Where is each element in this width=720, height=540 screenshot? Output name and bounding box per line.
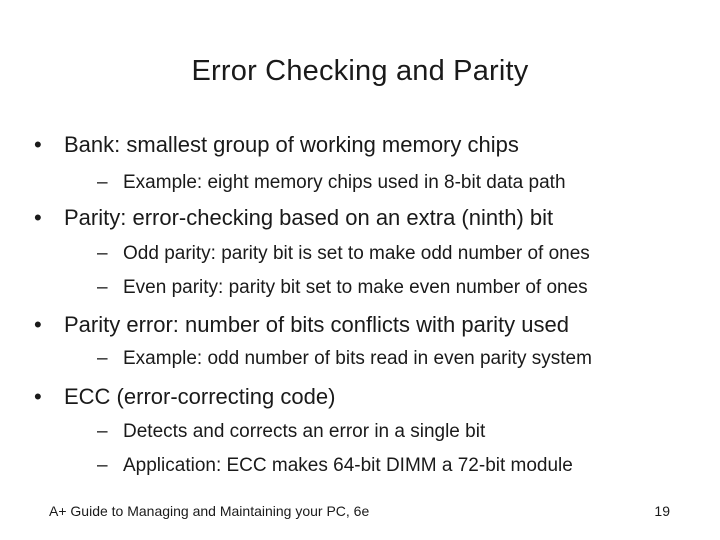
sub-bullet-ecc-application <box>97 455 573 477</box>
bullet-marker: • <box>34 312 42 337</box>
slide-title: Error Checking and Parity <box>191 55 529 87</box>
bullet-text: ECC (error-correcting code) <box>64 384 336 409</box>
sub-bullet-text: Detects and corrects an error in a single bit <box>123 421 486 442</box>
sub-bullet-marker: – <box>97 455 108 476</box>
bullet-parity-error <box>34 312 569 338</box>
bullet-text: Parity error: number of bits conflicts with parity used <box>64 312 569 337</box>
bullet-parity <box>34 205 553 231</box>
bullet-marker: • <box>34 384 42 409</box>
bullet-marker: • <box>34 205 42 230</box>
sub-bullet-marker: – <box>97 172 108 193</box>
sub-bullet-parity-error-example <box>97 348 592 370</box>
sub-bullet-text: Odd parity: parity bit is set to make odd number of ones <box>123 243 590 264</box>
bullet-ecc <box>34 384 335 410</box>
sub-bullet-odd-parity <box>97 243 590 265</box>
sub-bullet-ecc-detects <box>97 421 485 443</box>
sub-bullet-marker: – <box>97 243 108 264</box>
sub-bullet-marker: – <box>97 421 108 442</box>
bullet-text: Bank: smallest group of working memory chips <box>64 132 519 157</box>
sub-bullet-even-parity <box>97 277 588 299</box>
sub-bullet-bank-example <box>97 172 566 194</box>
sub-bullet-text: Even parity: parity bit set to make even number of ones <box>123 277 588 298</box>
bullet-marker: • <box>34 132 42 157</box>
sub-bullet-text: Application: ECC makes 64-bit DIMM a 72-bit module <box>123 455 573 476</box>
sub-bullet-text: Example: odd number of bits read in even parity system <box>123 348 592 369</box>
sub-bullet-marker: – <box>97 348 108 369</box>
sub-bullet-marker: – <box>97 277 108 298</box>
bullet-text: Parity: error-checking based on an extra (ninth) bit <box>64 205 554 230</box>
sub-bullet-text: Example: eight memory chips used in 8-bit data path <box>123 172 566 193</box>
footer-source: A+ Guide to Managing and Maintaining your PC, 6e <box>49 503 370 519</box>
bullet-bank <box>34 132 519 158</box>
page-number: 19 <box>654 503 670 519</box>
